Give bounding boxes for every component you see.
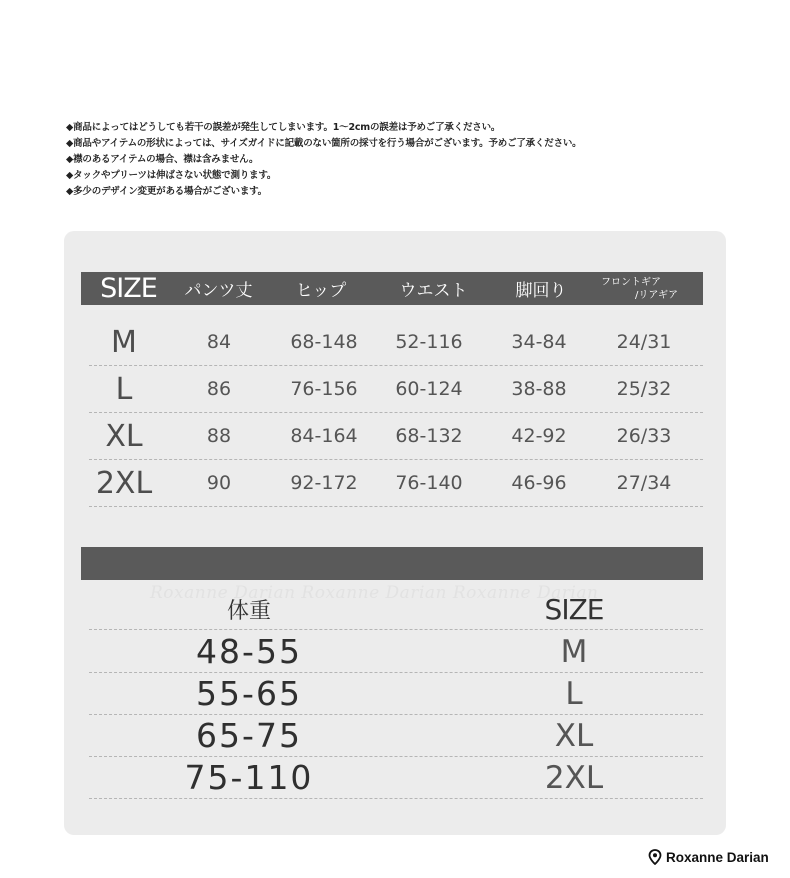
rise-cell: 27/34	[616, 472, 672, 494]
length-cell: 88	[206, 425, 232, 447]
weight-cell: 65-75	[196, 716, 302, 755]
header-size: SIZE	[544, 593, 604, 626]
note-item: ◆商品やアイテムの形状によっては、サイズガイドに記載のない箇所の採寸を行う場合がございます。予めご了承ください。	[66, 138, 582, 149]
header-thigh: 脚回り	[515, 281, 567, 301]
hip-cell: 76-156	[290, 378, 358, 400]
size-cell: M	[111, 324, 137, 360]
note-item: ◆商品によってはどうしても若干の誤差が発生してしまいます。1～2cmの誤差は予めご了承ください。	[66, 122, 501, 133]
table-row	[89, 757, 703, 799]
header-length: パンツ丈	[184, 281, 253, 301]
size-cell: 2XL	[544, 759, 604, 796]
thigh-cell: 34-84	[511, 331, 567, 353]
table-row	[89, 319, 703, 366]
weight-cell: 75-110	[184, 758, 314, 797]
weight-cell: 55-65	[196, 674, 302, 713]
table-row	[89, 673, 703, 715]
header-size: SIZE	[100, 273, 157, 304]
brand-name: Roxanne Darian	[666, 849, 769, 865]
table-row	[89, 460, 703, 507]
table-row	[89, 631, 703, 673]
weight-table-header	[89, 590, 703, 630]
watermark: Roxanne Darian Roxanne Darian Roxanne Darian	[150, 583, 599, 603]
weight-table-header-bar	[81, 547, 703, 580]
brand-logo	[648, 849, 769, 865]
hip-cell: 92-172	[290, 472, 358, 494]
note-item: ◆襟のあるアイテムの場合、襟は含みません。	[66, 154, 259, 165]
rise-cell: 24/31	[616, 331, 672, 353]
size-cell: L	[565, 675, 583, 712]
size-cell: XL	[105, 418, 143, 454]
length-cell: 84	[206, 331, 232, 353]
size-table-header	[81, 272, 703, 305]
header-rise-back: /リアギア	[635, 289, 678, 301]
hip-cell: 84-164	[290, 425, 358, 447]
size-cell: XL	[554, 717, 594, 754]
size-cell: L	[115, 371, 133, 407]
weight-cell: 48-55	[196, 632, 302, 671]
length-cell: 86	[206, 378, 232, 400]
table-row	[89, 715, 703, 757]
table-row	[89, 366, 703, 413]
header-waist: ウエスト	[399, 281, 468, 301]
waist-cell: 52-116	[395, 331, 463, 353]
waist-cell: 60-124	[395, 378, 463, 400]
table-row	[89, 413, 703, 460]
size-cell: M	[560, 633, 588, 670]
thigh-cell: 46-96	[511, 472, 567, 494]
notes-list	[66, 120, 766, 200]
location-pin-icon	[648, 849, 662, 865]
header-hip: ヒップ	[295, 281, 347, 301]
waist-cell: 76-140	[395, 472, 463, 494]
header-rise-front: フロントギア	[601, 276, 661, 288]
note-item: ◆タックやプリーツは伸ばさない状態で測ります。	[66, 170, 277, 181]
note-item: ◆多少のデザイン変更がある場合がございます。	[66, 186, 267, 197]
rise-cell: 26/33	[616, 425, 672, 447]
header-rise	[601, 272, 701, 305]
hip-cell: 68-148	[290, 331, 358, 353]
size-cell: 2XL	[95, 465, 153, 501]
length-cell: 90	[206, 472, 232, 494]
thigh-cell: 38-88	[511, 378, 567, 400]
rise-cell: 25/32	[616, 378, 672, 400]
header-weight: 体重	[226, 599, 271, 624]
thigh-cell: 42-92	[511, 425, 567, 447]
waist-cell: 68-132	[395, 425, 463, 447]
